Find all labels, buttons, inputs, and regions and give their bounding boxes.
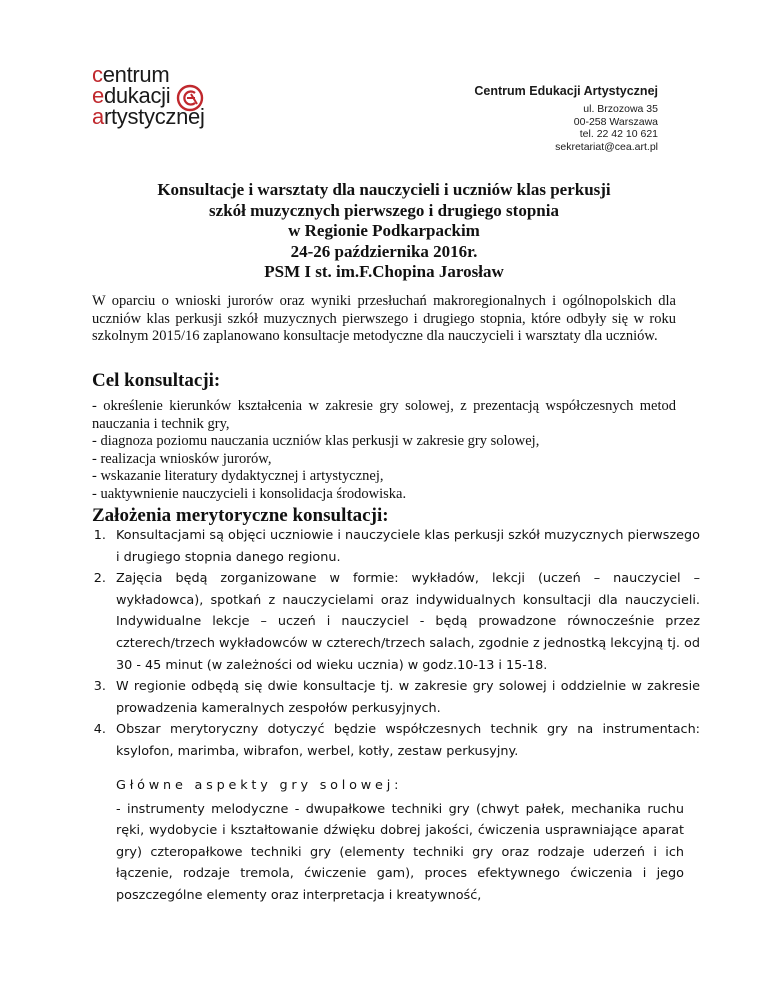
logo-initial: e (92, 83, 104, 108)
goal-item: - uaktywnienie nauczycieli i konsolidacja środowiska. (92, 485, 407, 502)
assumptions-heading: Założenia merytoryczne konsultacji: (92, 505, 389, 526)
logo-line-3 (92, 106, 232, 127)
cea-logo (92, 64, 232, 144)
assumption-item: 4. Obszar merytoryczny dotyczyć będzie współczesnych technik gry na instrumentach: ksylofon, marimba, wibrafon, werbel, kotły, zestaw perkusyjny. (110, 719, 700, 762)
intro-paragraph: W oparciu o wnioski jurorów oraz wyniki przesłuchań makroregionalnych i ogólnopolskich dla uczniów klas perkusji szkół muzycznych pierwszego i drugiego stopnia, które odbyły się w roku szkolnym 2015/16 zaplanowano konsultacje metodyczne dla nauczycieli i warsztaty dla uczniów. (92, 293, 676, 344)
title-line: szkół muzycznych pierwszego i drugiego stopnia (209, 200, 559, 220)
goals-list (92, 398, 676, 503)
aspects-heading: Główne aspekty gry solowej: (116, 778, 403, 793)
cea-monogram-icon (176, 84, 204, 112)
aspects-text: - instrumenty melodyczne - dwupałkowe techniki gry (chwyt pałek, mechanika ruchu ręki, wydobycie i kształtowanie dźwięku dobrej jakości, ćwiczenia usprawniające aparat gry) czteropałkowe techniki gry (elementy techniki gry oraz rodzaje uderzeń i ich łączenie, rodzaje tremola, ćwiczenie gam), proces efektywnego ćwiczenia i jego poszczególne elementy oraz interpretacja i kreatywność, (116, 801, 684, 903)
goal-item: - realizacja wniosków jurorów, (92, 450, 272, 467)
org-city: 00-258 Warszawa (573, 115, 658, 128)
logo-word-rest: rtystycznej (103, 104, 205, 129)
goal-item: - określenie kierunków kształcenia w zakresie gry solowej, z prezentacją współczesnych metod nauczania i technik gry, (92, 398, 676, 432)
assumption-item: 1. Konsultacjami są objęci uczniowie i nauczyciele klas perkusji szkół muzycznych pierwszego i drugiego stopnia danego regionu. (110, 525, 700, 568)
org-contact-block (474, 84, 658, 153)
logo-word-rest: entrum (102, 62, 170, 87)
assumptions-list (92, 525, 700, 763)
goals-heading: Cel konsultacji: (92, 370, 221, 391)
org-email[interactable]: sekretariat@cea.art.pl (555, 140, 658, 153)
org-name: Centrum Edukacji Artystycznej (474, 84, 658, 98)
title-line: Konsultacje i warsztaty dla nauczycieli i uczniów klas perkusji (157, 180, 611, 199)
logo-word-rest: dukacji (103, 83, 171, 108)
logo-line-1 (92, 64, 232, 85)
title-line: w Regionie Podkarpackim (288, 221, 480, 240)
title-line: 24-26 października 2016r. (290, 241, 478, 261)
logo-initial: c (92, 62, 103, 87)
document-title (0, 180, 768, 283)
aspects-section (116, 775, 684, 907)
org-street: ul. Brzozowa 35 (583, 103, 658, 115)
title-line: PSM I st. im.F.Chopina Jarosław (264, 262, 504, 281)
logo-line-2 (92, 85, 232, 106)
logo-initial: a (92, 104, 104, 129)
org-phone: tel. 22 42 10 621 (579, 128, 658, 140)
goal-item: - diagnoza poziomu nauczania uczniów klas perkusji w zakresie gry solowej, (92, 433, 540, 449)
assumption-item: 2. Zajęcia będą zorganizowane w formie: wykładów, lekcji (uczeń – nauczyciel – wykładowca), spotkań z nauczycielami oraz indywidualnych konsultacji dla nauczycieli. Indywidualne lekcje – uczeń i nauczyciel - będą prowadzone równocześnie przez czterech/trzech wykładowców w czterech/trzech salach, zgodnie z jednostką lekcyjną tj. od 30 - 45 minut (w zależności od wieku ucznia) w godz.10-13 i 15-18. (110, 568, 700, 676)
goal-item: - wskazanie literatury dydaktycznej i artystycznej, (92, 468, 384, 484)
assumption-item: 3. W regionie odbędą się dwie konsultacje tj. w zakresie gry solowej i oddzielnie w zakresie prowadzenia kameralnych zespołów perkusyjnych. (110, 676, 700, 719)
